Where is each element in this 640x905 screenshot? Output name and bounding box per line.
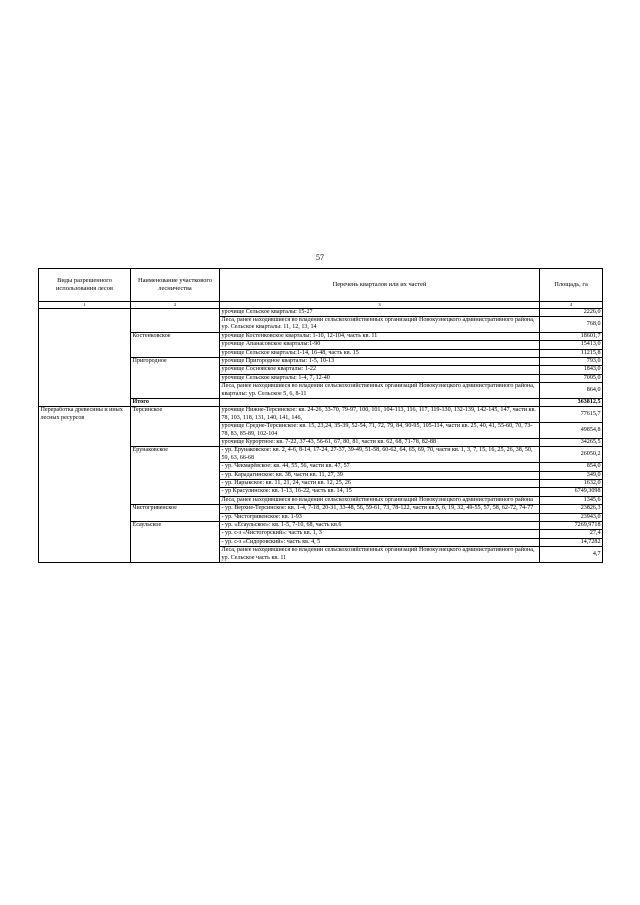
header-use-type: Виды разрешенного использования лесов [39,269,131,302]
quarters-cell: урочище Костенковское кварталы: 1-10, 12-104, часть кв. 11 [220,332,540,340]
total-label: Итого [131,398,220,406]
forestry-cell: Пригородное [131,357,220,398]
forestry-cell: Есаульское [131,522,220,563]
area-cell: 18601,7 [540,332,603,340]
quarters-cell: - ур. Верхне-Терсинское: кв. 1-4, 7-18, 20-31, 33-48, 56, 59-61, 73, 78-122, части кв.5, 6, 19, 32, 49-55, 57, 58, 62-72, 74-77 [220,505,540,513]
quarters-cell: урочище Курортное: кв. 7-22, 37-43, 56-61, 67, 80, 81, части кв. 62, 68, 71-78, 82-88 [220,439,540,447]
column-index: 1 [39,302,131,309]
area-cell: 1843,0 [540,366,603,374]
quarters-cell: - ур. Чистогривенское: кв. 1-93 [220,513,540,521]
quarters-cell: - ур. Ерунаковское: кв. 2, 4-6, 8-14, 17-24, 27-37, 39-49, 51-58, 60-62, 64, 65, 69, 70, части кв. 1, 3, 7, 15, 16, 25, 26, 38, 50, 59, 63, 66-68 [220,447,540,463]
forestry-cell: Чистогривенское [131,505,220,522]
forestry-cell: Терсинское [131,407,220,447]
total-area-cell: 363812,5 [540,398,603,406]
header-forestry: Наименование участкового лесничества [131,269,220,302]
quarters-cell: - ур. с-з «Чистогорский»: часть кв. 1, 3 [220,530,540,538]
quarters-cell: Леса, ранее находившиеся во владении сельскохозяйственных организаций Новокузнецкого административного района, кварталы: ур. Сельское 5, 6, 8-11 [220,383,540,399]
column-index: 4 [540,302,603,309]
area-cell: 2226,0 [540,308,603,316]
forestry-cell: Ерунаковское [131,447,220,505]
area-cell: 15413,0 [540,341,603,349]
area-cell: 34265,5 [540,439,603,447]
area-cell: 349,0 [540,471,603,479]
use-type-cell: Переработка древесины и иных лесных ресурсов [39,407,131,563]
area-cell: 768,0 [540,316,603,332]
forest-quarters-table [38,268,603,563]
quarters-cell: урочище Средне-Терсинское: кв. 15, 23,24, 35-39, 52-54, 71, 72, 79, 84, 90-95, 105-114, части кв. 25, 40, 41, 55-60, 70, 73-78, 83, 85-89, 102-104 [220,423,540,439]
use-type-cell [39,308,131,407]
area-cell: 7269,9718 [540,522,603,530]
quarters-cell: урочище Сельское кварталы: 1-4, 7, 12-40 [220,374,540,382]
area-cell: 6749,3098 [540,488,603,496]
area-cell: 7095,0 [540,374,603,382]
area-cell: 49854,8 [540,423,603,439]
quarters-cell: Леса, ранее находившиеся во владении сельскохозяйственных организаций Новокузнецкого административного района, ур. Сельское часть кв. 11 [220,547,540,563]
quarters-cell: - ур. с-з «Сидоровский»: часть кв. 4, 5 [220,538,540,546]
header-area: Площадь, га [540,269,603,302]
area-cell: 23826,3 [540,505,603,513]
page-number: 57 [316,253,324,262]
quarters-cell: - ур. Карадагинское: кв. 38, части кв. 11, 27, 39 [220,471,540,479]
table-row [39,308,603,316]
area-cell: 864,0 [540,383,603,399]
area-cell: 23943,0 [540,513,603,521]
quarters-cell: урочище Пригородное кварталы: 1-5, 10-13 [220,357,540,365]
area-cell: 854,0 [540,463,603,471]
quarters-cell: Леса, ранее находившиеся во владении сельскохозяйственных организаций Новокузнецкого административного района, ур. Сельское кварталы: 11, 12, 13, 14 [220,316,540,332]
area-cell: 4,7 [540,547,603,563]
quarters-cell: урочище Сельское кварталы: 15-27 [220,308,540,316]
area-cell: 26050,2 [540,447,603,463]
quarters-cell: Леса, ранее находившиеся во владении сельскохозяйственных организаций Новокузнецкого административного района [220,496,540,504]
quarters-cell: - ур. Нарыкское: кв. 11, 21, 24, части кв. 12, 25, 26 [220,480,540,488]
area-cell: 793,0 [540,357,603,365]
quarters-cell: - ур. «Есаульское»: кв. 1-5, 7-10, 68, часть кв.6 [220,522,540,530]
column-index: 3 [220,302,540,309]
area-cell: 11215,8 [540,349,603,357]
table-row [39,407,603,423]
area-cell: 27,4 [540,530,603,538]
quarters-cell: - ур Красулинское: кв. 1-13, 16-22, часть кв. 14, 15 [220,488,540,496]
table-header-row [39,269,603,302]
quarters-cell: - ур. Чекмарёвское: кв. 44, 55, 56, части кв. 47, 57 [220,463,540,471]
area-cell: 1345,6 [540,496,603,504]
area-cell: 77615,7 [540,407,603,423]
quarters-cell: урочище Апанасовское кварталы:1-90 [220,341,540,349]
quarters-cell: урочище Сосновское кварталы: 1-22 [220,366,540,374]
area-cell: 1632,0 [540,480,603,488]
quarters-cell: урочище Нижне-Терсинское: кв. 24-26, 33-70, 79-97, 100, 101, 104-113, 116, 117, 119-130, 132-139, 142-145, 147, части кв. 78, 103, 118, 131, 140, 141, 146, [220,407,540,423]
quarters-cell: урочище Сельское кварталы:1-14, 16-48, часть кв. 15 [220,349,540,357]
area-cell: 14,7282 [540,538,603,546]
header-quarters: Перечень кварталов или их частей [220,269,540,302]
forestry-cell: Костенковское [131,332,220,357]
forestry-cell [131,308,220,332]
column-index: 2 [131,302,220,309]
quarters-cell [220,398,540,406]
